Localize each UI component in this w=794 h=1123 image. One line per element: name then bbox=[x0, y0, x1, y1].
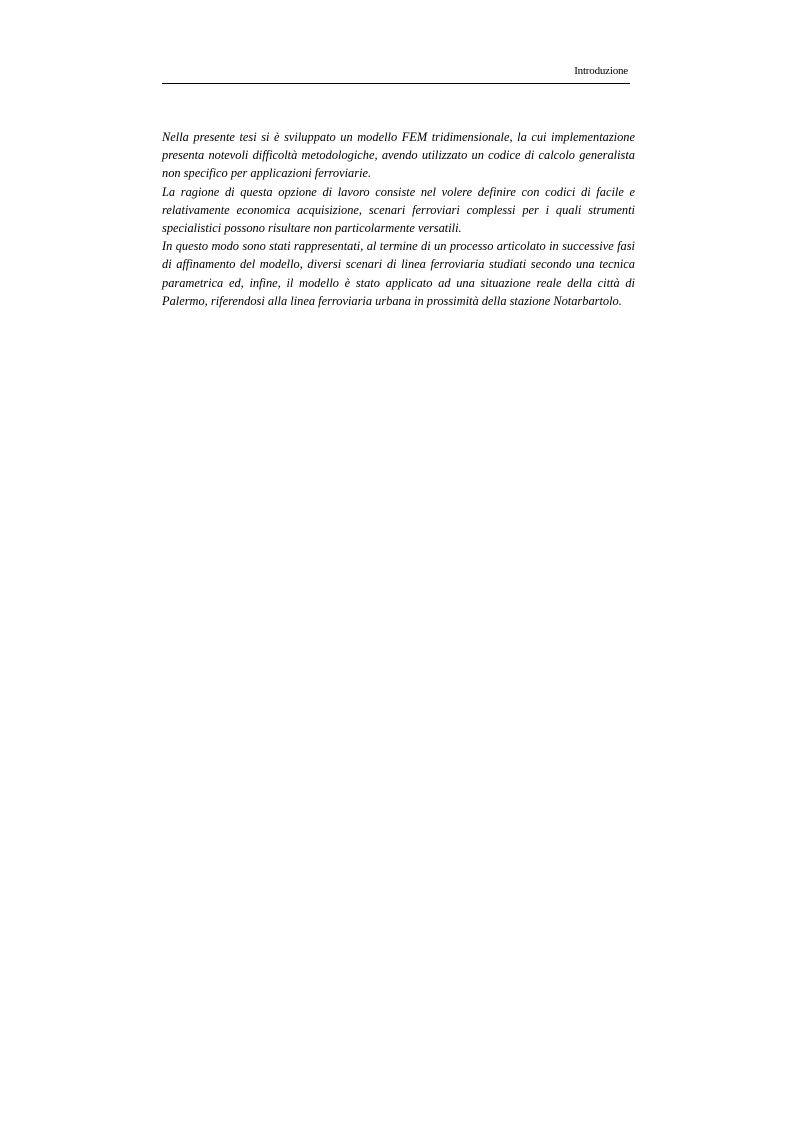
running-header bbox=[162, 63, 630, 85]
paragraph: Nella presente tesi si è sviluppato un modello FEM tridimensionale, la cui implementazione presenta notevoli difficoltà metodologiche, avendo utilizzato un codice di calcolo generalista non specifico per applicazioni ferroviarie. bbox=[162, 130, 635, 181]
body-text bbox=[162, 128, 635, 310]
paragraph: In questo modo sono stati rappresentati, al termine di un processo articolato in successive fasi di affinamento del modello, diversi scenari di linea ferroviaria studiati secondo una tecnica parametrica ed, infine, il modello è stato applicato ad una situazione reale della città di Palermo, riferendosi alla linea ferroviaria urbana in prossimità della stazione Notarbartolo. bbox=[162, 239, 635, 308]
paragraph: La ragione di questa opzione di lavoro consiste nel volere definire con codici di facile e relativamente economica acquisizione, scenari ferroviari complessi per i quali strumenti specialistici possono risultare non particolarmente versatili. bbox=[162, 184, 635, 236]
header-rule bbox=[162, 83, 630, 84]
chapter-title: Introduzione bbox=[574, 65, 628, 77]
